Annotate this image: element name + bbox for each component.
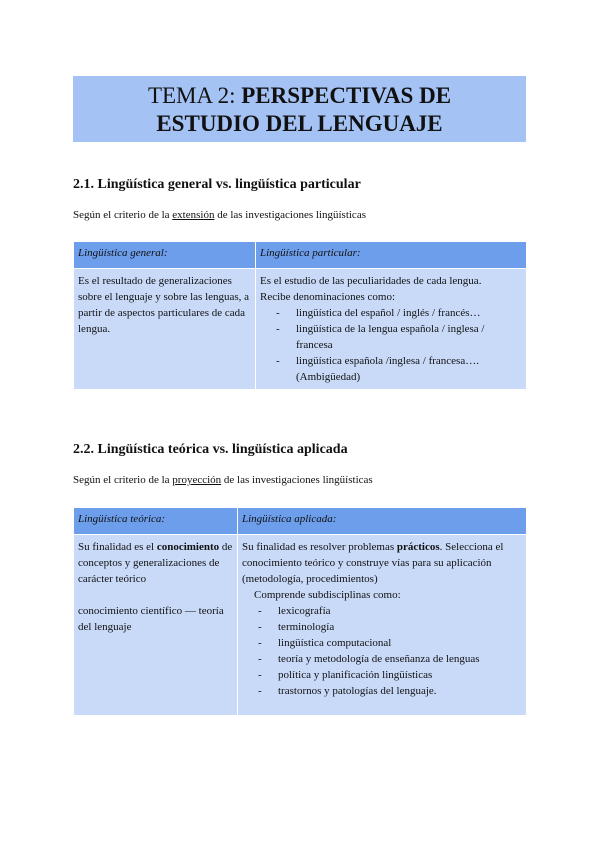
table-cell-particular — [256, 269, 527, 390]
list-item: - lingüística española /inglesa / francesa…. (Ambigüedad) — [296, 353, 522, 385]
list-item: - teoría y metodología de enseñanza de lenguas — [278, 651, 522, 667]
table-cell-general: Es el resultado de generalizaciones sobre el lenguaje y sobre las lenguas, a partir de aspectos particulares de cada lengua. — [74, 269, 256, 390]
list-item: - lingüística del español / inglés / francés… — [296, 305, 522, 321]
list-item: - lexicografía — [278, 603, 522, 619]
text: Su finalidad es resolver problemas — [242, 541, 397, 553]
page-title — [73, 76, 526, 142]
table-cell-aplicada — [238, 535, 527, 716]
particular-list — [260, 305, 522, 385]
table-header-teorica: Lingüística teórica: — [74, 508, 238, 535]
title-prefix: TEMA 2: — [147, 83, 242, 108]
particular-line2: Recibe denominaciones como: — [260, 291, 396, 303]
section1-heading: 2.1. Lingüística general vs. lingüística particular — [73, 177, 361, 192]
intro-keyword: proyección — [172, 474, 222, 486]
bold-text: conocimiento — [156, 541, 220, 553]
section2-intro — [73, 474, 373, 486]
intro-keyword: extensión — [172, 209, 215, 221]
list-item: - lingüística computacional — [278, 635, 522, 651]
section2-table — [73, 507, 527, 716]
list-item: - política y planificación lingüísticas — [278, 667, 522, 683]
section1-table — [73, 241, 527, 390]
list-item: - terminología — [278, 619, 522, 635]
list-item: - lingüística de la lengua española / inglesa / francesa — [296, 321, 522, 353]
teorica-p2: conocimiento científico — teoría del lenguaje — [78, 605, 224, 633]
intro-text: de las investigaciones lingüísticas — [214, 209, 366, 221]
section2-heading: 2.2. Lingüística teórica vs. lingüística aplicada — [73, 442, 348, 457]
aplicada-list — [242, 603, 522, 699]
text: Su finalidad es el — [78, 541, 157, 553]
section1-intro — [73, 209, 366, 221]
title-main-line2: ESTUDIO DEL LENGUAJE — [156, 111, 443, 136]
aplicada-p1 — [242, 539, 522, 587]
intro-text: Según el criterio de la — [73, 474, 173, 486]
title-main-line1: PERSPECTIVAS DE — [241, 83, 452, 108]
bold-text: prácticos — [396, 541, 440, 553]
table-header-general: Lingüística general: — [74, 242, 256, 269]
text: . Selecciona el conocimiento teórico y construye vías para su aplicación (metodología, procedimientos) — [242, 541, 504, 585]
aplicada-p2: Comprende subdisciplinas como: — [254, 589, 401, 601]
list-item: - trastornos y patologías del lenguaje. — [278, 683, 522, 699]
table-header-aplicada: Lingüística aplicada: — [238, 508, 527, 535]
teorica-p1 — [78, 539, 233, 587]
intro-text: Según el criterio de la — [73, 209, 173, 221]
table-cell-teorica — [74, 535, 238, 716]
intro-text: de las investigaciones lingüísticas — [221, 474, 373, 486]
text: de conceptos y generalizaciones de carácter teórico — [78, 541, 233, 585]
table-header-particular: Lingüística particular: — [256, 242, 527, 269]
particular-line1: Es el estudio de las peculiaridades de cada lengua. — [260, 275, 482, 287]
